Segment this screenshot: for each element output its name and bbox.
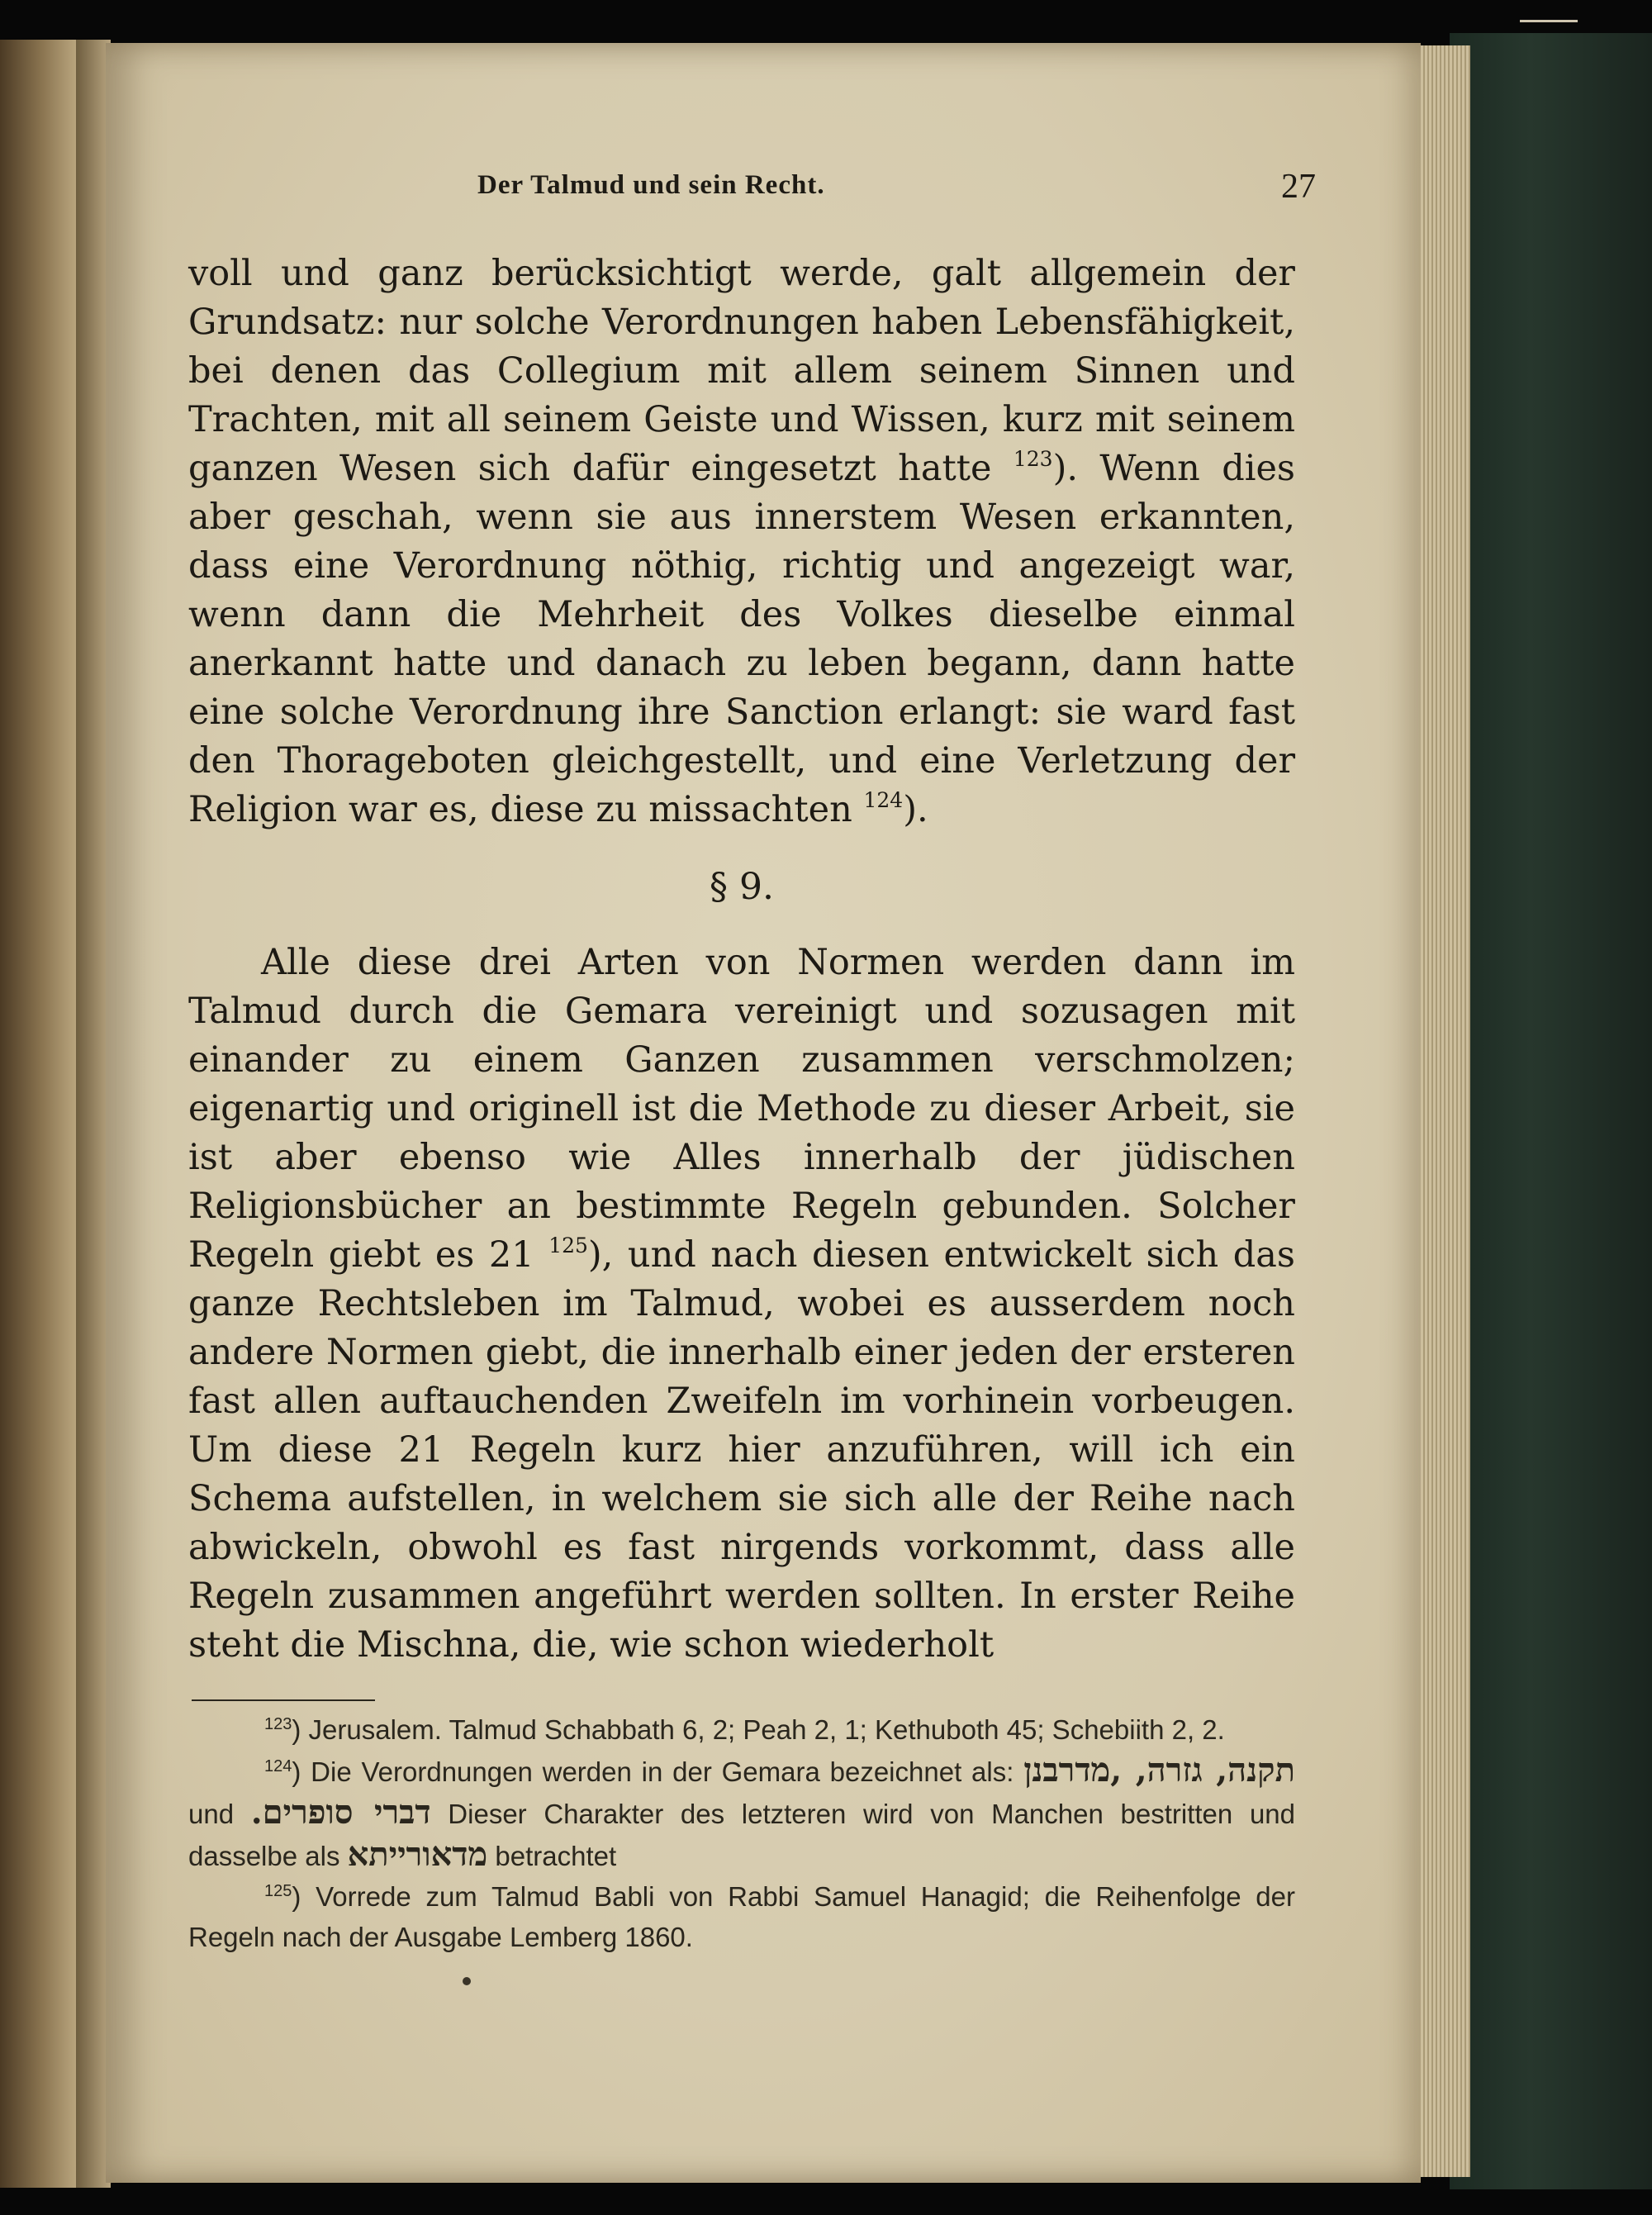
footnote-124: [188, 1750, 1295, 1876]
footnote-ref-123: 123: [1013, 447, 1053, 471]
footnote-text: Dieser Charakter des letzteren wird von Manchen bestritten und dasselbe als: [188, 1799, 1296, 1871]
hebrew-terms-b: דברי סופרים.: [250, 1793, 431, 1832]
paragraph-1-text-c: ).: [903, 789, 928, 830]
left-page-edge: [0, 40, 76, 2188]
footnote-connector: und: [188, 1799, 235, 1829]
hebrew-terms-a: תקנה, גזרה, ,מדרבנן: [1023, 1751, 1295, 1790]
footnotes: [188, 1709, 1295, 1957]
book-page: [106, 43, 1421, 2183]
page-number: 27: [1281, 168, 1316, 206]
footnote-text: ) Die Verordnungen werden in der Gemara bezeichnet als:: [292, 1756, 1014, 1787]
footnote-ref-124: 124: [863, 788, 904, 812]
ink-speck: [463, 1977, 471, 1985]
section-heading: § 9.: [710, 866, 774, 908]
footnote-text: ) Jerusalem. Talmud Schabbath 6, 2; Peah 2, 1; Kethuboth 45; Schebiith 2, 2.: [292, 1714, 1225, 1745]
footnote-number: 124: [264, 1757, 292, 1775]
page-content: [188, 167, 1316, 1957]
footnote-number: 125: [264, 1882, 292, 1900]
running-title: Der Talmud und sein Recht.: [477, 170, 825, 200]
footnote-text: ) Vorrede zum Talmud Babli von Rabbi Samuel Hanagid; die Reihenfolge der Regeln nach der Ausgabe Lemberg 1860.: [188, 1881, 1295, 1952]
running-head: [188, 167, 1316, 225]
paragraph-1: [188, 250, 1295, 834]
paragraph-2-text-a: Alle diese drei Arten von Normen werden dann im Talmud durch die Gemara vereinigt und sozusagen mit einander zu einem Ganzen zusammen verschmolzen; eigenartig und originell ist die Methode zu dieser Arbeit, sie ist aber ebenso wie Alles innerhalb der jüdischen Religionsbücher an bestimmte Regeln gebunden. Solcher Regeln giebt es 21: [188, 942, 1295, 1276]
paragraph-1-text-a: voll und ganz berücksichtigt werde, galt allgemein der Grundsatz: nur solche Verordnungen haben Lebensfähigkeit, bei denen das Collegium mit allem seinem Sinnen und Trachten, mit all seinem Geiste und Wissen, kurz mit seinem ganzen Wesen sich dafür eingesetzt hatte: [188, 253, 1295, 489]
footnote-number: 123: [264, 1715, 292, 1733]
hebrew-terms-c: מדאורייתא: [347, 1835, 488, 1874]
paragraph-1-text-b: ). Wenn dies aber geschah, wenn sie aus innerstem Wesen erkannten, dass eine Verordnung nöthig, richtig und angezeigt war, wenn dann die Mehrheit des Volkes dieselbe einmal anerkannt hatte und danach zu leben begann, dann hatte eine solche Verordnung ihre Sanction erlangt: sie ward fast den Thorageboten gleichgestellt, und eine Verletzung der Religion war es, diese zu missachten: [188, 448, 1296, 830]
footnote-text: betrachtet: [495, 1841, 617, 1871]
paragraph-2-text-b: ), und nach diesen entwickelt sich das ganze Rechtsleben im Talmud, wobei es ausserdem noch andere Normen giebt, die innerhalb einer jeden der ersteren fast allen auftauchenden Zweifeln im vorhinein vorbeugen. Um diese 21 Regeln kurz hier anzuführen, will ich ein Schema aufstellen, in welchem sie sich alle der Reihe nach abwickeln, obwohl es fast nirgends vorkommt, dass alle Regeln zusammen angeführt werden sollten. In erster Reihe steht die Mischna, die, wie schon wiederholt: [188, 1234, 1295, 1666]
footnote-125: [188, 1876, 1295, 1957]
paragraph-2: [188, 939, 1295, 1670]
scan-corner-mark: [1520, 20, 1578, 22]
footnote-ref-125: 125: [548, 1233, 588, 1257]
footnote-123: [188, 1709, 1295, 1750]
book-cover: [1450, 33, 1652, 2189]
body-text: [188, 250, 1295, 1670]
footnote-separator: [192, 1699, 375, 1701]
